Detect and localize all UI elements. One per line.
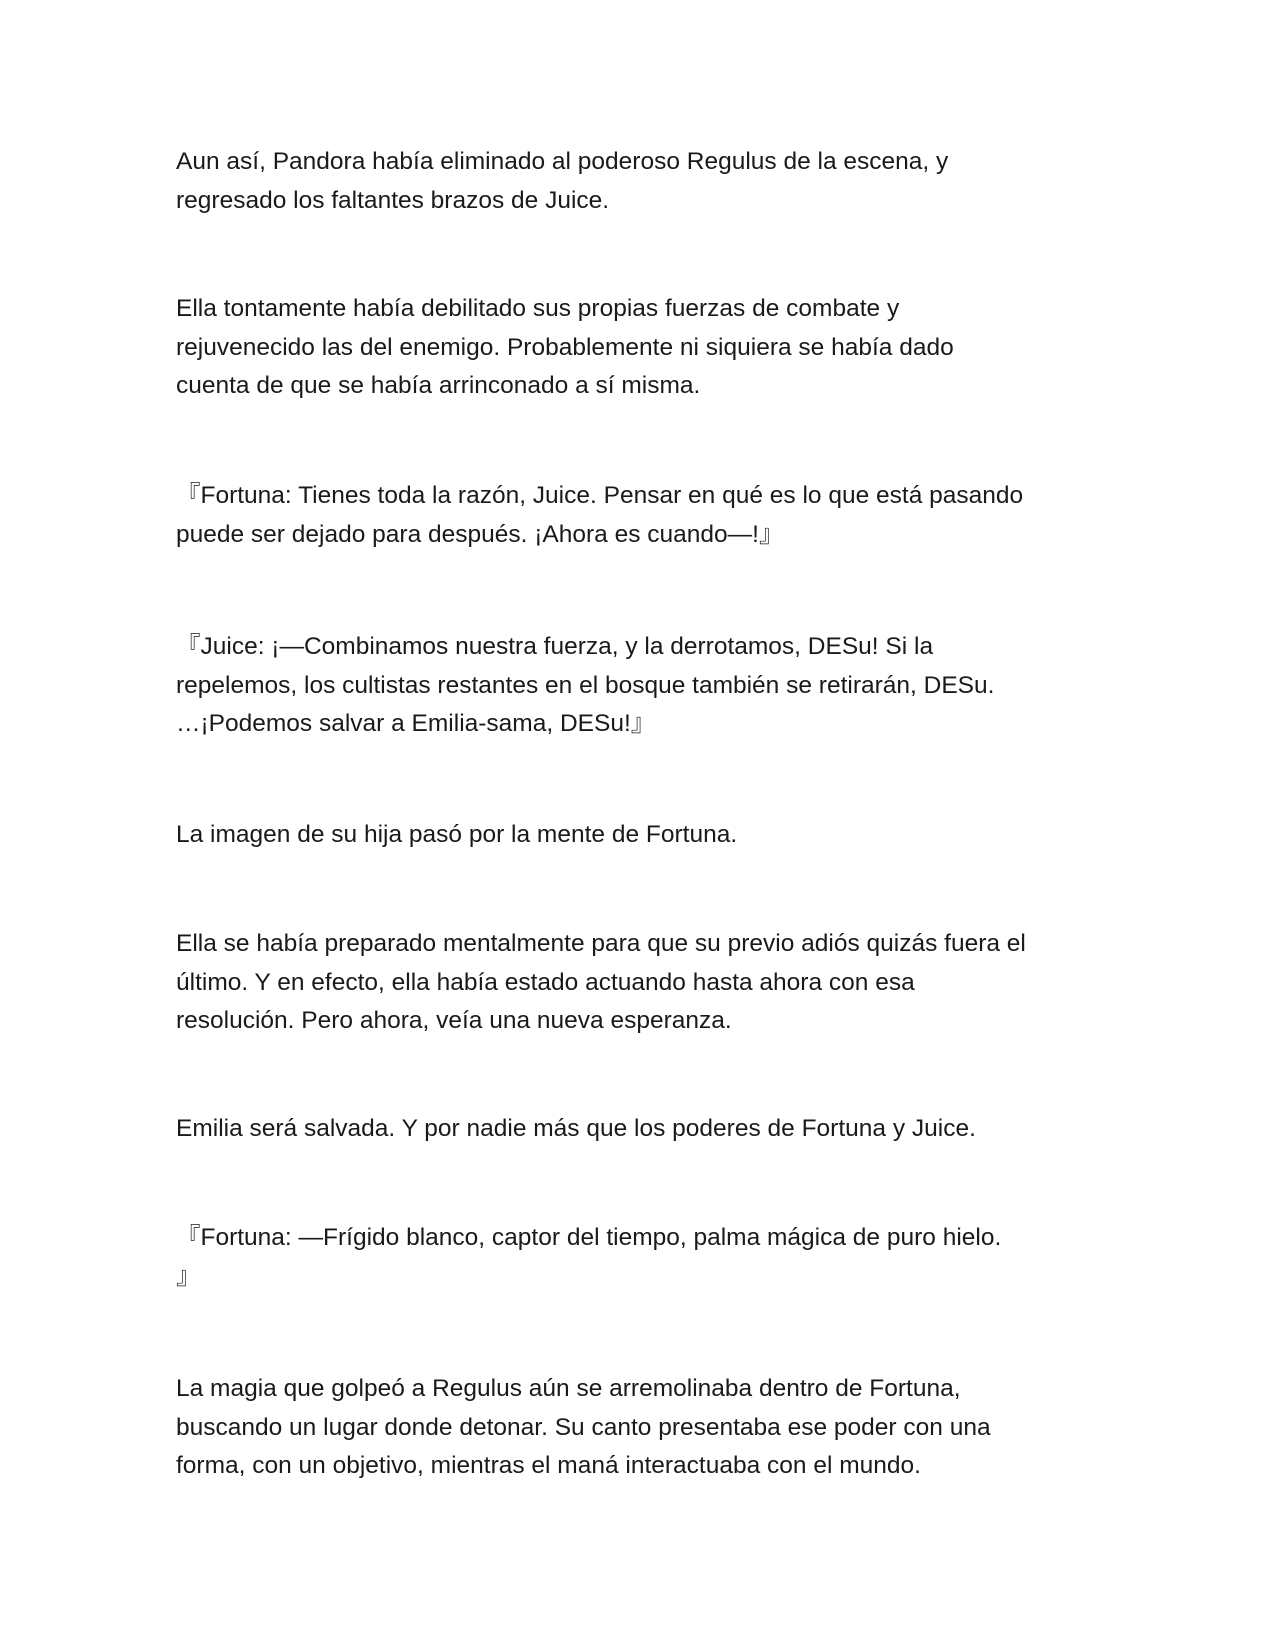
text-line: 『Juice: ¡—Combinamos nuestra fuerza, y la derrotamos, DESu! Si la [176, 633, 934, 660]
text-line: …¡Podemos salvar a Emilia-sama, DESu!』 [176, 710, 656, 737]
text-line: repelemos, los cultistas restantes en el bosque también se retirarán, DESu. [176, 671, 995, 699]
paragraph-7 [176, 1110, 1106, 1149]
paragraph-1 [176, 143, 1106, 220]
text-line: último. Y en efecto, ella había estado actuando hasta ahora con esa [176, 968, 915, 996]
text-line: forma, con un objetivo, mientras el maná interactuaba con el mundo. [176, 1452, 921, 1479]
text-line: 『Fortuna: —Frígido blanco, captor del tiempo, palma mágica de puro hielo. [176, 1224, 1002, 1251]
paragraph-9 [176, 1370, 1106, 1486]
text-line: cuenta de que se había arrinconado a sí misma. [176, 372, 701, 399]
text-line: regresado los faltantes brazos de Juice. [176, 186, 610, 214]
text-line: rejuvenecido las del enemigo. Probablemente ni siquiera se había dado [176, 333, 954, 361]
text-line: Ella tontamente había debilitado sus propias fuerzas de combate y [176, 295, 900, 322]
text-line: 『Fortuna: Tienes toda la razón, Juice. Pensar en qué es lo que está pasando [176, 482, 1024, 509]
text-line: puede ser dejado para después. ¡Ahora es cuando—!』 [176, 520, 784, 548]
text-line: resolución. Pero ahora, veía una nueva esperanza. [176, 1007, 732, 1034]
text-line: 』 [176, 1262, 201, 1290]
text-line: Emilia será salvada. Y por nadie más que los poderes de Fortuna y Juice. [176, 1115, 976, 1142]
paragraph-6 [176, 925, 1106, 1041]
paragraph-4-dialogue [176, 628, 1106, 744]
paragraph-8-dialogue [176, 1219, 1106, 1296]
text-line: La magia que golpeó a Regulus aún se arremolinaba dentro de Fortuna, [176, 1375, 961, 1402]
text-line: buscando un lugar donde detonar. Su canto presentaba ese poder con una [176, 1413, 991, 1441]
paragraph-2 [176, 290, 1106, 406]
paragraph-3-dialogue [176, 477, 1106, 554]
paragraph-5 [176, 816, 1106, 855]
text-line: Ella se había preparado mentalmente para que su previo adiós quizás fuera el [176, 930, 1026, 957]
text-line: Aun así, Pandora había eliminado al poderoso Regulus de la escena, y [176, 148, 949, 175]
text-line: La imagen de su hija pasó por la mente de Fortuna. [176, 821, 738, 848]
